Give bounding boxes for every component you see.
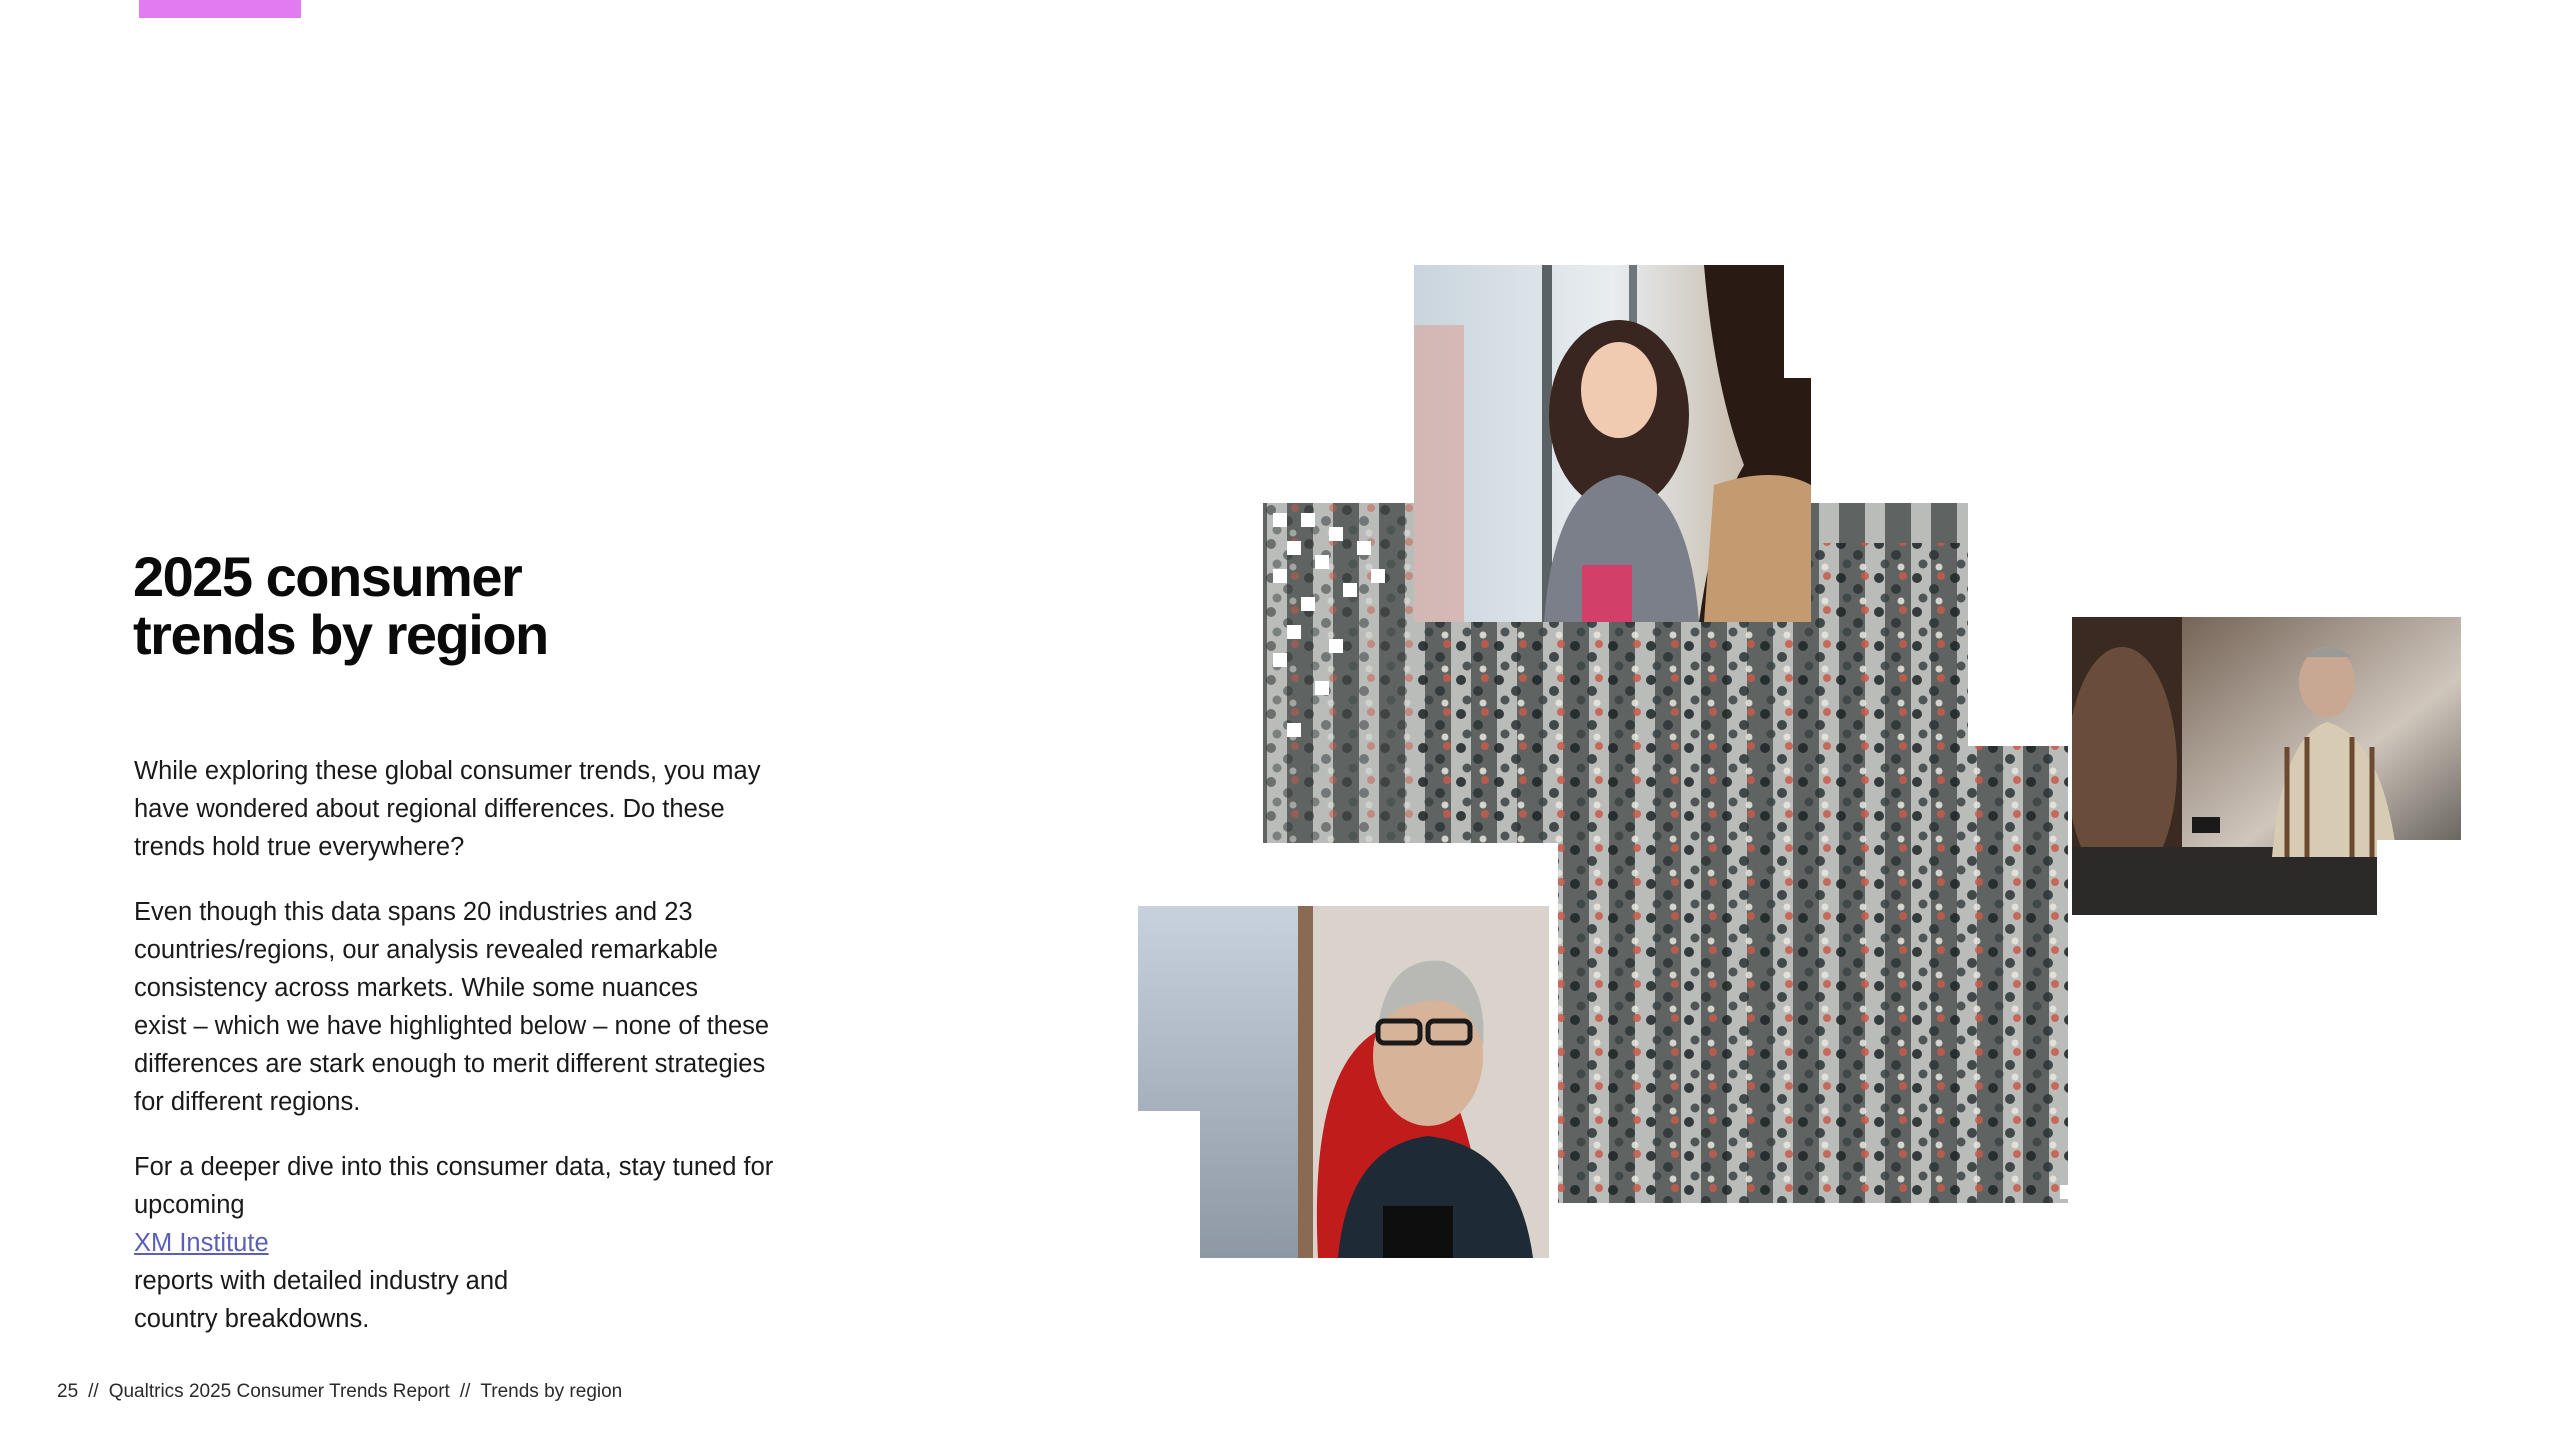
paragraph-line: exist – which we have highlighted below – none of these (134, 1012, 770, 1040)
paragraph-line: trends hold true everywhere? (134, 833, 465, 861)
paragraph-line: country breakdowns. (134, 1305, 370, 1333)
text-fragment: upcoming (134, 1191, 245, 1219)
paragraph-line: countries/regions, our analysis revealed remarkable (134, 936, 718, 964)
accent-tab-marker (139, 0, 301, 18)
footer-separator: // (88, 1381, 99, 1402)
section-name: Trends by region (480, 1381, 623, 1402)
cafe-image (2072, 617, 2461, 915)
paragraph-line: While exploring these global consumer trends, you may (134, 757, 761, 785)
photo-two-women-shopping (1414, 265, 1811, 622)
shoppers-image (1414, 265, 1811, 622)
body-copy (134, 752, 834, 1365)
paragraph-line: differences are stark enough to merit different strategies (134, 1050, 766, 1078)
photo-cafe-payment-transaction (2072, 617, 2461, 915)
page-title-line-2: trends by region (133, 603, 548, 666)
photo-man-with-glasses-on-train (1138, 906, 1549, 1258)
man-train-image (1138, 906, 1549, 1258)
paragraph-line: have wondered about regional differences. Do these (134, 795, 725, 823)
paragraph-line: Even though this data spans 20 industries and 23 (134, 898, 693, 926)
paragraph-deeper-dive (134, 1148, 834, 1338)
paragraph-line: consistency across markets. While some nuances (134, 974, 699, 1002)
page-number: 25 (57, 1381, 79, 1402)
footer-separator: // (459, 1381, 471, 1402)
xm-institute-link[interactable]: XM Institute (134, 1229, 269, 1257)
report-title: Qualtrics 2025 Consumer Trends Report (108, 1381, 450, 1402)
page-title (133, 545, 833, 666)
paragraph-line: For a deeper dive into this consumer data, stay tuned for (134, 1153, 774, 1181)
paragraph-line: for different regions. (134, 1088, 361, 1116)
paragraph-line (134, 1186, 834, 1300)
page-title-line-1: 2025 consumer (133, 545, 522, 608)
page-footer (57, 1381, 622, 1403)
paragraph-analysis (134, 893, 834, 1121)
paragraph-intro (134, 752, 834, 866)
text-fragment: reports with detailed industry and (134, 1267, 509, 1295)
